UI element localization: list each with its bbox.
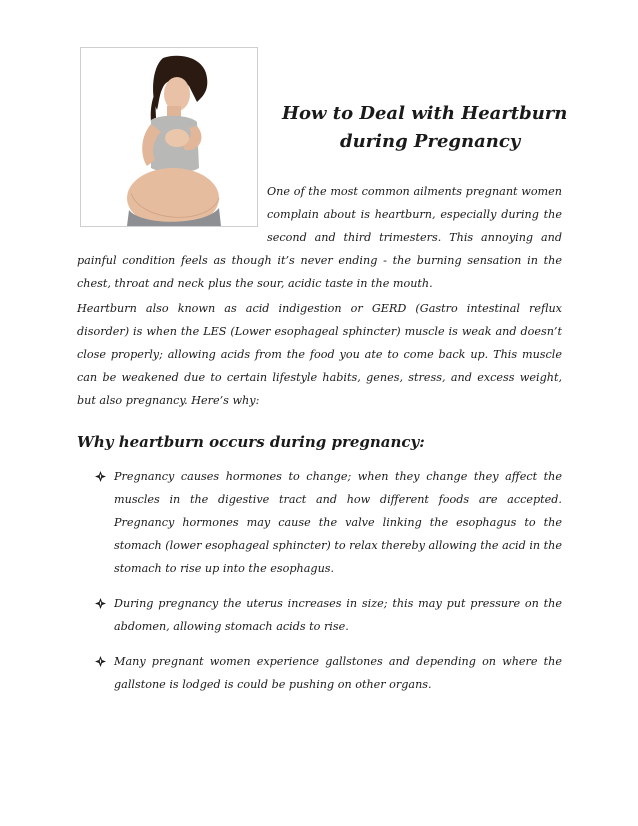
- diamond-bullet-icon: [95, 598, 106, 609]
- bullet-text: Pregnancy causes hormones to change; when they change they affect the muscles in the digestive tract and how different foods are accepted. Pregnancy hormones may cause the valve linking the esophagus to the stomach (lower esophageal sphincter) to relax thereby allowing the acid in the stomach to rise up into the esophagus.: [114, 470, 562, 575]
- document-title: [270, 100, 570, 156]
- list-item: [95, 650, 562, 696]
- body-paragraph: Heartburn also known as acid indigestion or GERD (Gastro intestinal reflux disorder) is when the LES (Lower esophageal sphincter) muscle is weak and doesn’t close properly; allowing acids from the food you ate to come back up. This muscle can be weakened due to certain lifestyle habits, genes, stress, and excess weight, but also pregnancy. Here’s why:: [77, 302, 562, 407]
- intro-paragraph: One of the most common ailments pregnant women complain about is heartburn, especially during the second and third trimesters. This annoying and painful condition feels as though it’s never ending - the burning sensation in the chest, throat and neck plus the sour, acidic taste in the mouth.: [77, 185, 562, 290]
- list-item: [95, 465, 562, 580]
- bullet-list: [95, 465, 562, 708]
- diamond-bullet-icon: [95, 471, 106, 482]
- title-line-2: during Pregnancy: [340, 131, 521, 152]
- photo-text-wrap-spacer: [77, 180, 267, 249]
- bullet-text: Many pregnant women experience gallstones and depending on where the gallstone is lodged is could be pushing on other organs.: [114, 655, 562, 691]
- bullet-text: During pregnancy the uterus increases in size; this may put pressure on the abdomen, allowing stomach acids to rise.: [114, 597, 562, 633]
- list-item: [95, 592, 562, 638]
- section-heading: Why heartburn occurs during pregnancy:: [77, 433, 425, 451]
- title-line-1: How to Deal with Heartburn: [282, 103, 568, 124]
- intro-paragraph-block: [77, 180, 562, 295]
- diamond-bullet-icon: [95, 656, 106, 667]
